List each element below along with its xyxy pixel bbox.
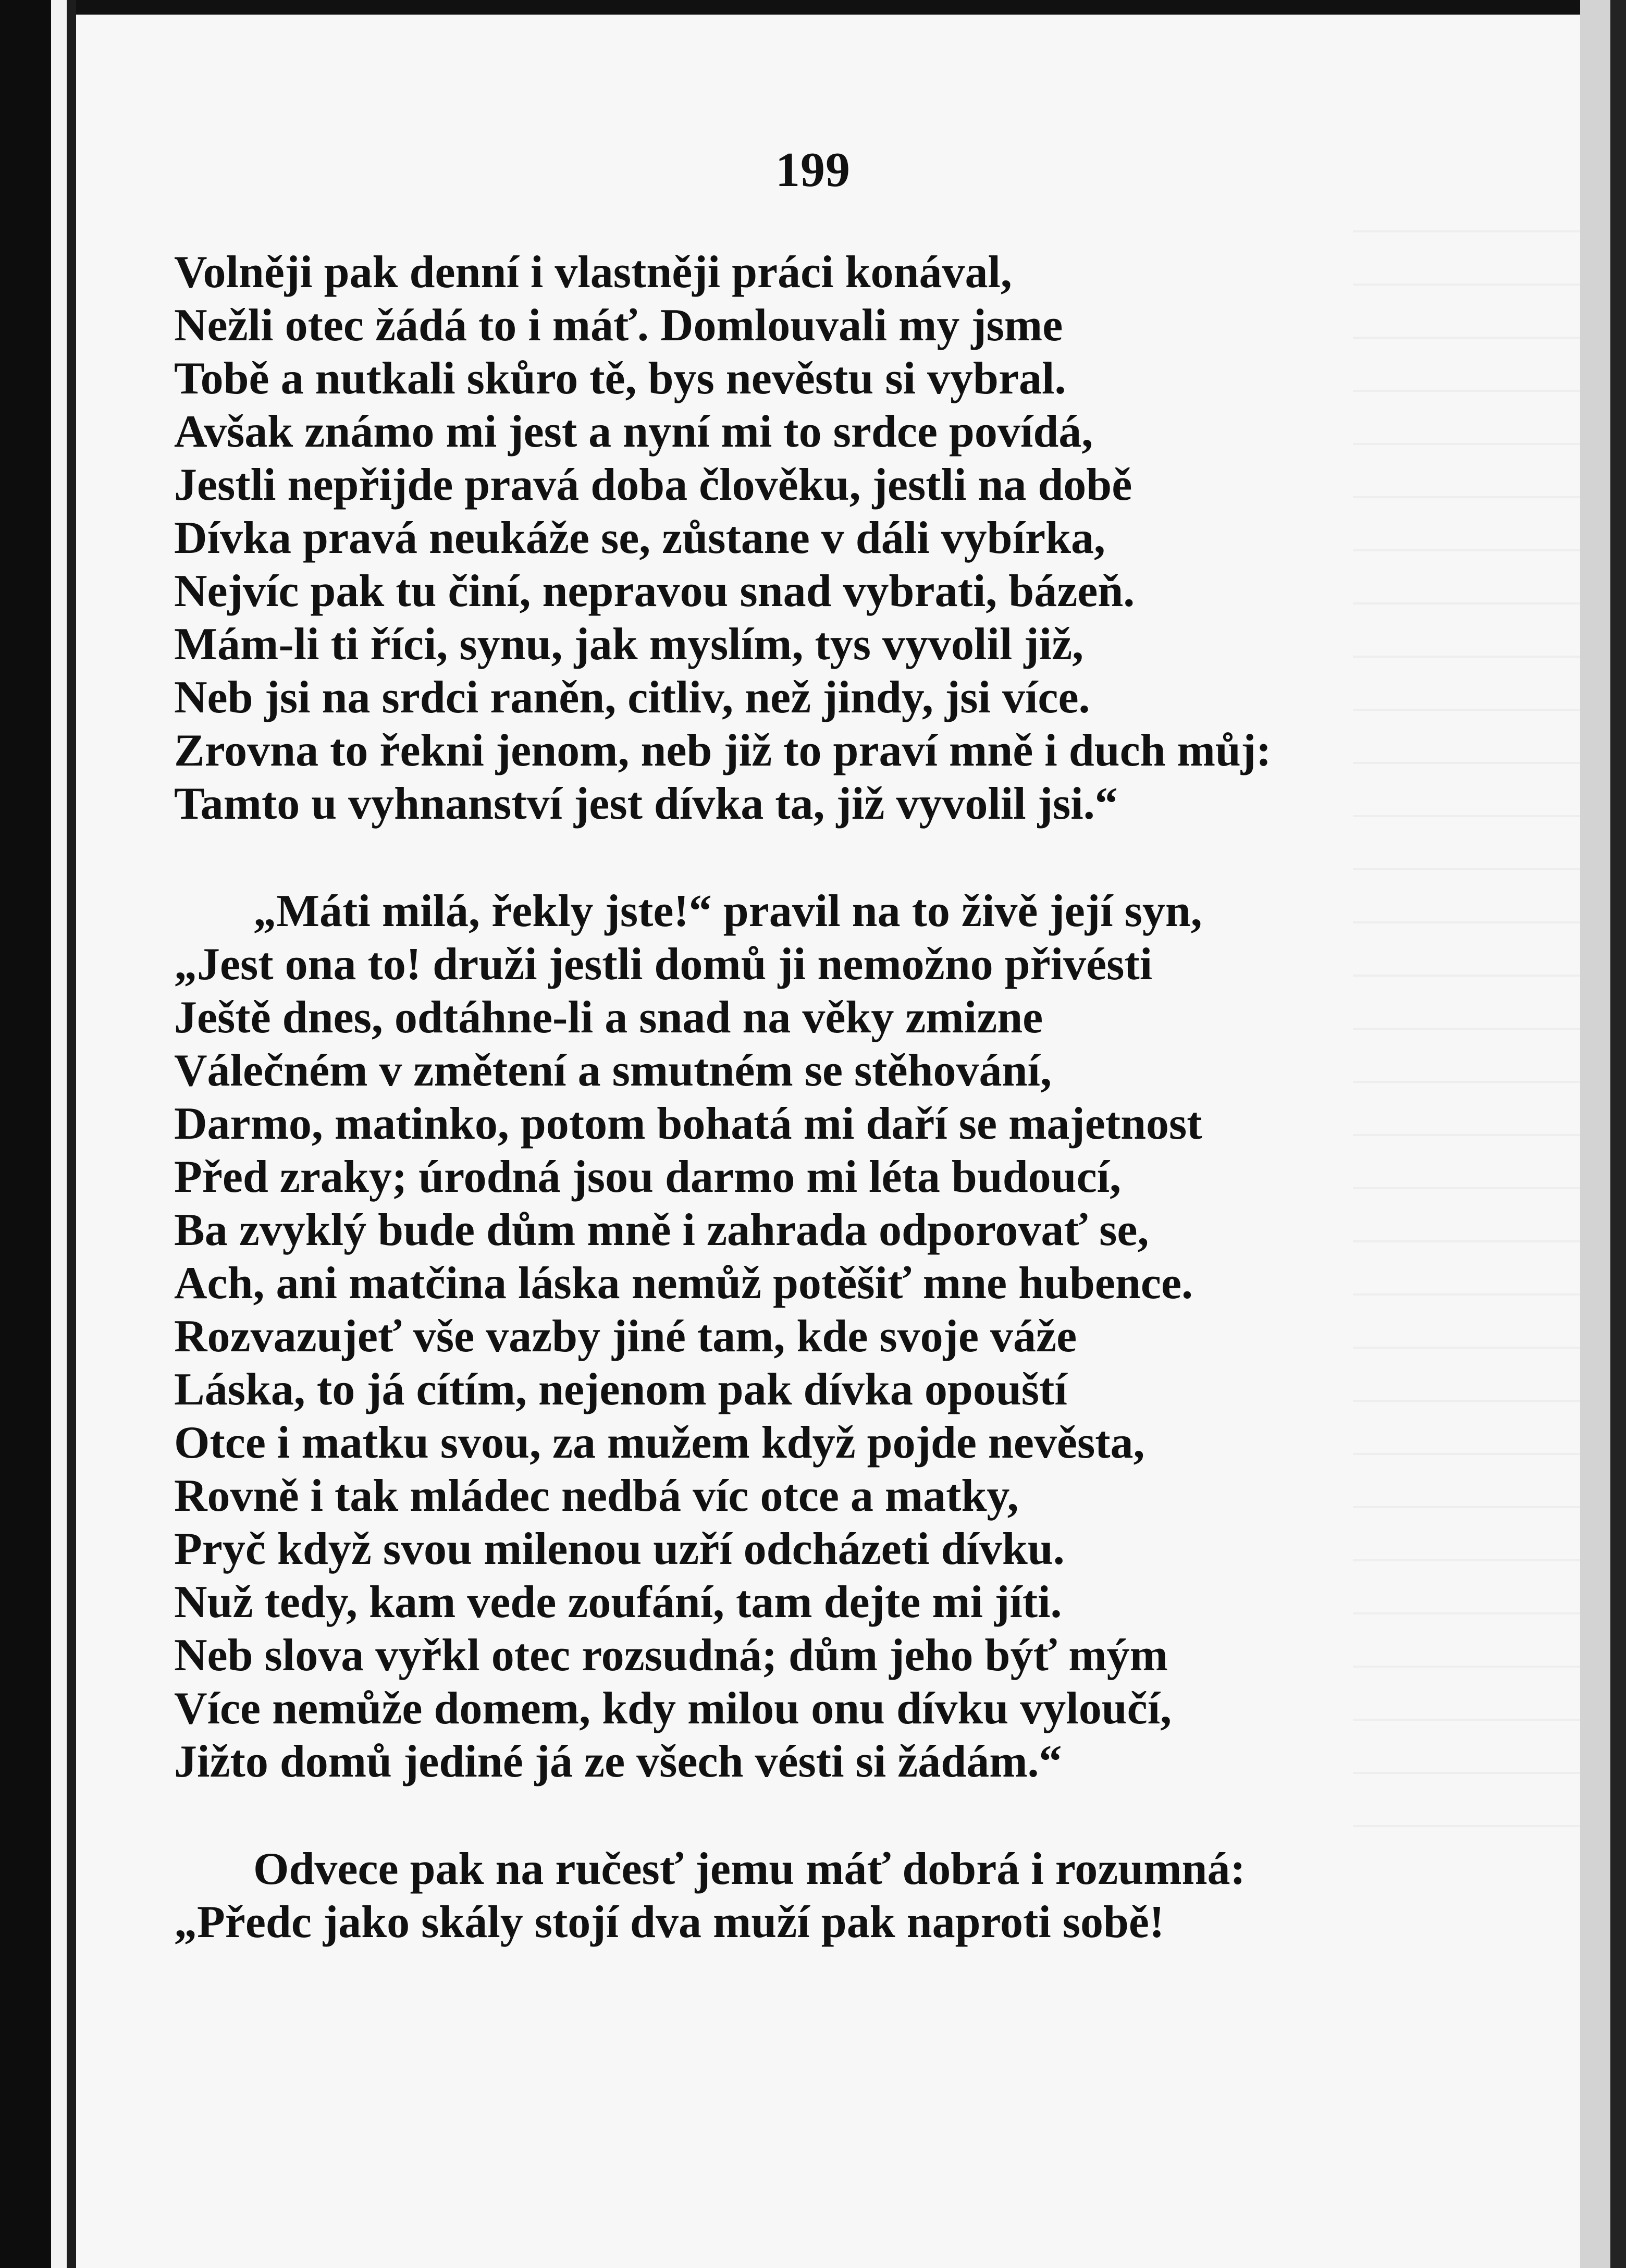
poem-line: Válečném v změtení a smutném se stěhování,	[174, 1045, 1052, 1096]
poem-line-indented: Odvece pak na ručesť jemu máť dobrá i rozumná:	[253, 1844, 1246, 1894]
scan-left-edge	[0, 0, 51, 2268]
stanza-gap	[174, 1789, 1446, 1843]
poem-line: Jestli nepřijde pravá doba člověku, jestli na době	[174, 460, 1132, 510]
poem-line: „Jest ona to! druži jestli domů ji nemožno přivésti	[174, 939, 1153, 990]
poem-line: Neb jsi na srdci raněn, citliv, než jindy, jsi více.	[174, 672, 1090, 723]
poem-line: Dívka pravá neukáže se, zůstane v dáli vybírka,	[174, 513, 1106, 563]
poem-line: Avšak známo mi jest a nyní mi to srdce povídá,	[174, 406, 1093, 457]
scan-left-band	[67, 0, 76, 2268]
stanza-1	[174, 246, 1446, 831]
poem-line: Nežli otec žádá to i máť. Domlouvali my jsme	[174, 300, 1063, 351]
poem-line: Jižto domů jediné já ze všech vésti si žádám.“	[174, 1736, 1062, 1787]
poem-line-indented: „Máti milá, řekly jste!“ pravil na to živě její syn,	[253, 886, 1202, 936]
poem-line: Neb slova vyřkl otec rozsudná; dům jeho býť mým	[174, 1630, 1168, 1681]
poem-line: Více nemůže domem, kdy milou onu dívku vyloučí,	[174, 1683, 1172, 1734]
poem-line: „Předc jako skály stojí dva muží pak naproti sobě!	[174, 1897, 1165, 1947]
scan-top-edge	[0, 0, 1626, 15]
poem-line: Otce i matku svou, za mužem když pojde nevěsta,	[174, 1418, 1145, 1468]
stanza-gap	[174, 831, 1446, 885]
poem-line: Před zraky; úrodná jsou darmo mi léta budoucí,	[174, 1152, 1122, 1202]
poem-line: Ještě dnes, odtáhne-li a snad na věky zmizne	[174, 992, 1043, 1043]
poem-line: Ba zvyklý bude dům mně i zahrada odporovať se,	[174, 1205, 1149, 1255]
poem-line: Pryč když svou milenou uzří odcházeti dívku.	[174, 1524, 1065, 1574]
stanza-3	[174, 1843, 1446, 1949]
poem-line: Ach, ani matčina láska nemůž potěšiť mne hubence.	[174, 1258, 1193, 1309]
poem-text	[174, 246, 1446, 1949]
poem-line: Rozvazujeť vše vazby jiné tam, kde svoje váže	[174, 1311, 1077, 1362]
page-number: 199	[775, 143, 851, 197]
poem-line: Tobě a nutkali skůro tě, bys nevěstu si vybral.	[174, 353, 1066, 404]
scan-right-edge	[1610, 0, 1626, 2268]
poem-line: Tamto u vyhnanství jest dívka ta, již vyvolil jsi.“	[174, 779, 1118, 829]
poem-line: Volněji pak denní i vlastněji práci konával,	[174, 247, 1012, 298]
poem-line: Nuž tedy, kam vede zoufání, tam dejte mi jíti.	[174, 1577, 1062, 1628]
poem-line: Rovně i tak mládec nedbá víc otce a matky,	[174, 1471, 1019, 1521]
scan-right-shadow	[1580, 0, 1610, 2268]
poem-line: Darmo, matinko, potom bohatá mi daří se majetnost	[174, 1099, 1202, 1149]
scan-left-gap	[51, 0, 67, 2268]
stanza-2	[174, 885, 1446, 1789]
poem-line: Nejvíc pak tu činí, nepravou snad vybrati, bázeň.	[174, 566, 1135, 617]
poem-line: Láska, to já cítím, nejenom pak dívka opouští	[174, 1364, 1067, 1415]
poem-line: Mám-li ti říci, synu, jak myslím, tys vyvolil již,	[174, 619, 1084, 670]
poem-line: Zrovna to řekni jenom, neb již to praví mně i duch můj:	[174, 725, 1272, 776]
